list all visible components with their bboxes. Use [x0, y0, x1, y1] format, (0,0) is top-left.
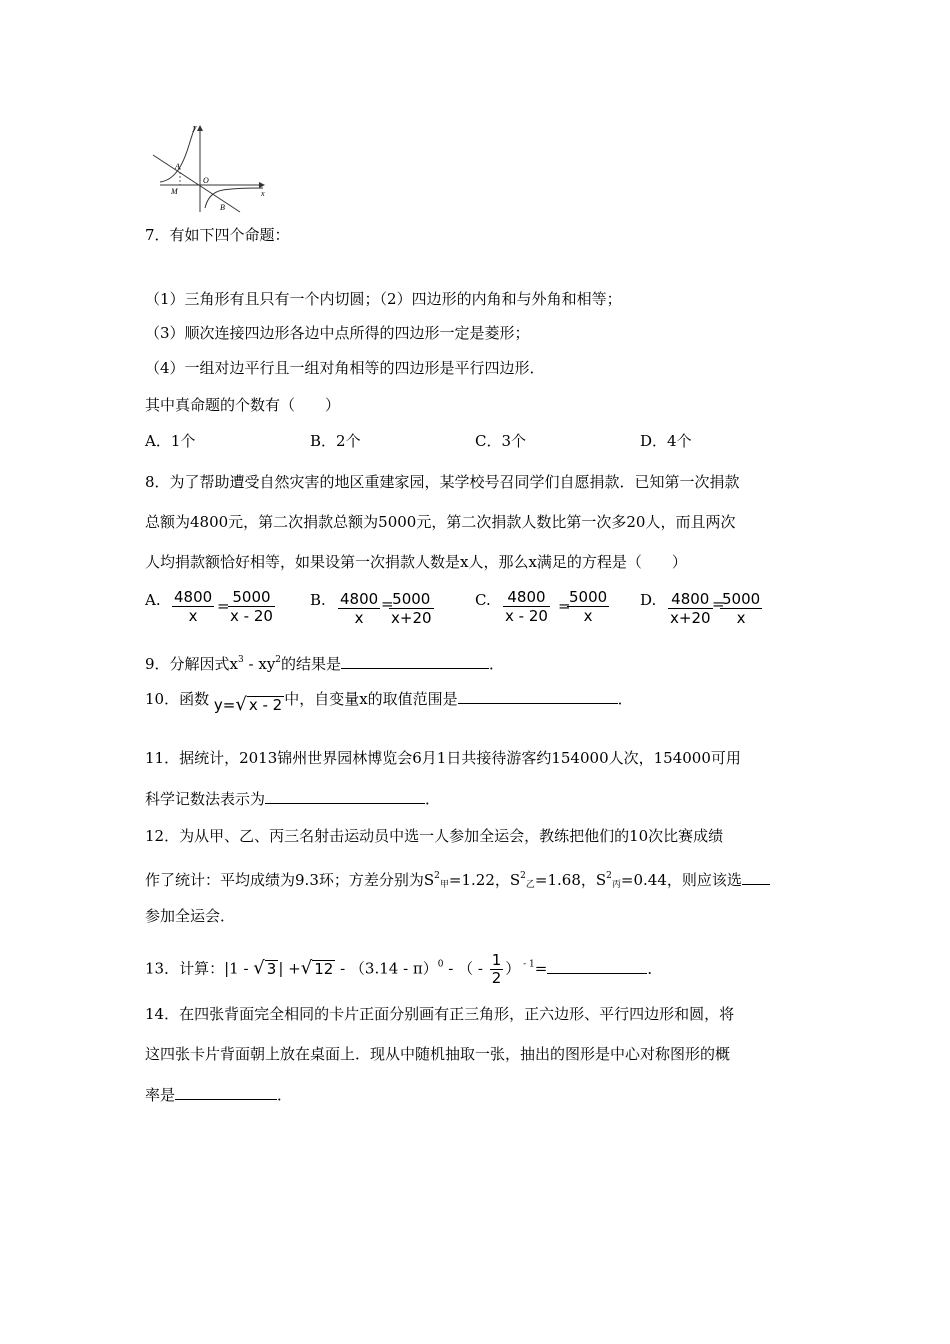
equals-sign: =: [217, 597, 230, 615]
sqrt-symbol: √: [235, 694, 247, 715]
q13-radicand-3: 3: [266, 959, 277, 978]
q10-prefix: 10．函数: [145, 690, 210, 708]
equals-sign: =: [558, 597, 571, 615]
q8-line-2: 总额为4800元，第二次捐款总额为5000元，第二次捐款人数比第一次多20人，而且两次: [145, 513, 736, 531]
q10-suffix: 中，自变量x的取值范围是: [284, 690, 458, 708]
q8-option-d-fraction-1: [668, 590, 713, 627]
x-axis-arrow: [259, 182, 265, 188]
label-origin: O: [203, 176, 209, 185]
q12-value-3: =0.44，则应该选: [620, 871, 742, 889]
q9-end: ．: [489, 655, 505, 673]
q10-end: ．: [617, 690, 633, 708]
abs-close: |: [278, 959, 284, 978]
q12-line-2: [145, 866, 770, 895]
exponent-zero: 0: [437, 959, 444, 970]
numerator: 1: [491, 951, 502, 969]
denominator: x+20: [670, 609, 711, 627]
q14-line-2: 这四张卡片背面朝上放在桌面上．现从中随机抽取一张，抽出的图形是中心对称图形的概: [145, 1045, 731, 1063]
q12-line-1: 12．为从甲、乙、丙三名射击运动员中选一人参加全运会，教练把他们的10次比赛成绩: [145, 827, 724, 845]
q8-line-1: 8．为了帮助遭受自然灾害的地区重建家园，某学校号召同学们自愿捐款．已知第一次捐款: [145, 473, 740, 491]
q11-end: ．: [425, 790, 441, 808]
q10-radicand: x - 2: [248, 696, 283, 714]
q12-answer-blank[interactable]: [742, 869, 770, 885]
q12-value-1: =1.22，S: [448, 871, 521, 889]
q8-option-b-label: B.: [310, 591, 326, 609]
label-b: B: [220, 203, 225, 212]
numerator: 5000: [569, 588, 608, 606]
numerator: 4800: [174, 588, 213, 606]
sqrt-symbol: √: [300, 957, 313, 979]
denominator: x: [583, 607, 593, 625]
equals-sign: =: [712, 595, 725, 613]
denominator: x+20: [391, 609, 432, 627]
label-y: y: [193, 123, 197, 132]
q7-option-d: D．4个: [640, 432, 692, 450]
q8-option-c-fraction-2: [567, 588, 609, 625]
q8-option-a-fraction-1: [172, 588, 214, 625]
q9-line: [145, 650, 504, 674]
numerator: 4800: [340, 590, 379, 608]
denominator: x - 20: [505, 607, 548, 625]
equals-sign: =: [534, 959, 548, 978]
square-exponent: 2: [520, 871, 526, 881]
label-a: A: [175, 162, 180, 171]
label-x: x: [261, 189, 265, 198]
q8-option-b-fraction-1: [338, 590, 380, 627]
q9-prefix: 9．分解因式x: [145, 655, 239, 673]
subscript-bing: 丙: [611, 880, 621, 890]
q14-line-3: [145, 1084, 292, 1105]
subscript-yi: 乙: [525, 880, 535, 890]
denominator: x: [736, 609, 746, 627]
q11-answer-blank[interactable]: [265, 788, 425, 804]
q13-minus: - （ -: [443, 959, 488, 978]
denominator: x: [188, 607, 198, 625]
square-exponent: 2: [606, 871, 612, 881]
q10-line: [145, 688, 633, 715]
q14-line-1: 14．在四张背面完全相同的卡片正面分别画有正三角形，正六边形、平行四边形和圆，将: [145, 1005, 735, 1023]
denominator: x - 20: [230, 607, 273, 625]
numerator: 5000: [389, 590, 434, 609]
plus-sign: +: [283, 959, 301, 978]
q12-text-a: 作了统计：平均成绩为9.3环；方差分别为S: [145, 871, 435, 889]
q8-option-a-label: A.: [145, 591, 161, 609]
q9-middle: - xy: [243, 655, 276, 673]
q14-answer-blank[interactable]: [175, 1084, 277, 1100]
q10-y: y=: [213, 696, 236, 714]
hyperbola-left-branch: [160, 126, 195, 182]
q12-line-3: 参加全运会．: [145, 907, 236, 925]
q13-answer-blank[interactable]: [547, 958, 647, 974]
q8-option-a-fraction-2: [228, 588, 275, 625]
q7-option-a: A．1个: [145, 432, 196, 450]
q13-radicand-12: 12: [314, 959, 334, 978]
q9-suffix: 的结果是: [281, 655, 342, 673]
q8-option-d-label: D.: [640, 591, 657, 609]
q12-value-2: =1.68，S: [534, 871, 607, 889]
y-axis-arrow: [197, 125, 203, 131]
q7-stem: 7．有如下四个命题：: [145, 226, 290, 244]
denominator: x: [354, 609, 364, 627]
q7-proposition-4: （4）一组对边平行且一组对角相等的四边形是平行四边形．: [145, 359, 545, 377]
hyperbola-right-branch: [205, 188, 263, 208]
q8-option-d-fraction-2: [720, 590, 762, 627]
q11-prefix: 科学记数法表示为: [145, 790, 266, 808]
q8-option-c-fraction-1: [503, 588, 550, 625]
function-graph-figure: [145, 120, 270, 215]
q13-prefix: 13．计算：|1 -: [145, 959, 254, 978]
q13-middle: - （3.14 - π）: [335, 959, 438, 978]
numerator: 5000: [228, 588, 275, 607]
q11-line-1: 11．据统计，2013锦州世界园林博览会6月1日共接待游客约154000人次，154000可用: [145, 749, 741, 767]
denominator: 2: [491, 969, 502, 987]
q10-function: [214, 696, 284, 714]
exponent-minus-one: - 1: [520, 959, 535, 970]
equals-sign: =: [381, 595, 394, 613]
subscript-jia: 甲: [439, 880, 449, 890]
q10-answer-blank[interactable]: [458, 688, 618, 704]
q14-end: ．: [277, 1086, 293, 1104]
q14-prefix: 率是: [145, 1086, 176, 1104]
q7-proposition-1-2: （1）三角形有且只有一个内切圆；（2）四边形的内角和与外角和相等；: [145, 290, 622, 308]
straight-line: [153, 155, 240, 212]
square-exponent: 2: [434, 871, 440, 881]
paren-close: ）: [505, 959, 521, 978]
q13-end: ．: [647, 959, 663, 978]
sqrt-symbol: √: [253, 957, 265, 979]
q9-exponent-3: 3: [238, 655, 244, 665]
numerator: 5000: [722, 590, 761, 608]
q11-line-2: [145, 788, 440, 809]
numerator: 4800: [503, 588, 550, 607]
q13-line: [145, 952, 662, 987]
q7-proposition-3: （3）顺次连接四边形各边中点所得的四边形一定是菱形；: [145, 324, 530, 342]
q7-option-b: B．2个: [310, 432, 361, 450]
numerator: 4800: [668, 590, 713, 609]
q8-line-3: 人均捐款额恰好相等，如果设第一次捐款人数是x人，那么x满足的方程是（ ）: [145, 553, 687, 571]
q7-question: 其中真命题的个数有（ ）: [145, 396, 341, 414]
q7-option-c: C．3个: [475, 432, 527, 450]
q8-option-b-fraction-2: [389, 590, 434, 627]
q13-fraction: [490, 952, 504, 987]
q9-exponent-2: 2: [275, 655, 282, 665]
q8-option-c-label: C.: [475, 591, 491, 609]
q9-answer-blank[interactable]: [341, 653, 489, 669]
label-m: M: [171, 187, 178, 196]
